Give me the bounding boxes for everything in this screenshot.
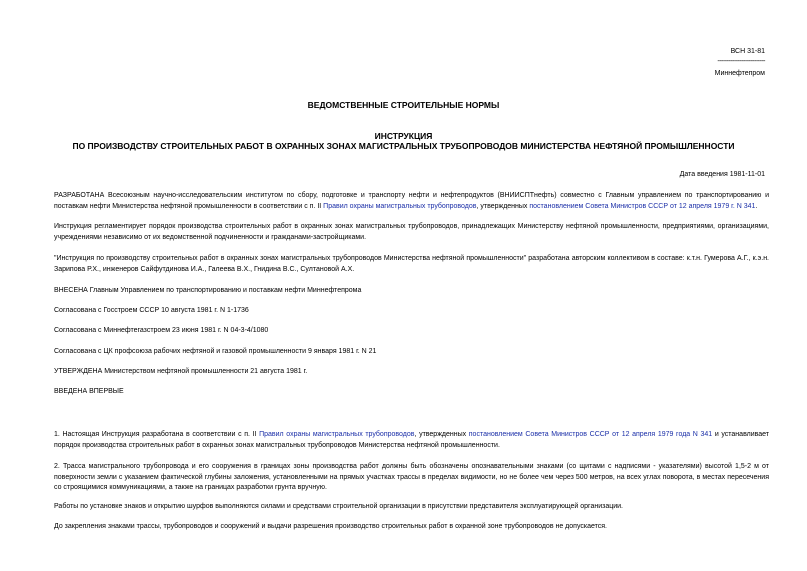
resolution-link[interactable]: постановлением Совета Министров СССР от 12 апреля 1979 г. N 341: [529, 202, 756, 210]
paragraph-3: Работы по установке знаков и открытию шурфов выполняются силами и средствами строительной организации в присутствии представителя эксплуатирующей организации.: [54, 503, 624, 510]
paragraph-4: До закрепления знаками трассы, трубопроводов и сооружений и выдачи разрешения производство строительных работ в охранной зоне трубопроводов не допускается.: [54, 523, 608, 530]
date-introduced: Дата введения 1981-11-01: [679, 171, 765, 178]
paragraph-regulates: Инструкция регламентирует порядок производства строительных работ в охранных зонах магистральных трубопроводов, принадлежащих Министерству нефтяной промышленности, предприятиями, организациями, учреждениями независимо от их ведомственной подчиненности и гражданами-застройщиками.: [54, 223, 769, 241]
paragraph-2: 2. Трасса магистрального трубопровода и его сооружения в границах зоны производства работ должны быть обозначены опознавательными знаками (со щитами с надписями - указателями) высотой 1,5-2 м от поверхности земли с указанием фактической глубины заложения, установленными на прямых участках трассы в пределах видимости, но не более чем через 500 метров, на всех углах поворота, в местах пересечения со строящимися коммуникациями, а также на границах разработки грунта вручную.: [54, 463, 769, 491]
submitted-line: ВНЕСЕНА Главным Управлением по транспортированию и поставкам нефти Миннефтепрома: [54, 287, 362, 294]
instruction-heading: ИНСТРУКЦИЯ: [374, 131, 433, 141]
paragraph-authors: "Инструкция по производству строительных работ в охранных зонах магистральных трубопроводов Министерства нефтяной промышленности" разработана авторским коллективом в составе: к.т.н. Гумерова А.Г., к.э.н. Зарипова Р.Х., инженеров Сайфутдинова И.А., Галеева В.Х., Гнидина В.С., Султановой А.Х.: [54, 255, 769, 273]
rules-link-2[interactable]: Правил охраны магистральных трубопроводов: [259, 431, 415, 438]
ministry-name: Миннефтепром: [714, 70, 765, 77]
document-title: ПО ПРОИЗВОДСТВУ СТРОИТЕЛЬНЫХ РАБОТ В ОХРАННЫХ ЗОНАХ МАГИСТРАЛЬНЫХ ТРУБОПРОВОДОВ МИНИСТЕРСТВА НЕФТЯНОЙ ПРОМЫШЛЕННОСТИ: [72, 141, 735, 151]
paragraph-developed: РАЗРАБОТАНА Всесоюзным научно-исследовательским институтом по сбору, подготовке и транспорту нефти и нефтепродуктов (ВНИИСПТнефть) совместно с Главным управлением по транспортированию и поставкам нефти Министерства нефтяной промышленности в соответствии с п. II Правил охраны магистральных трубопроводов, утвержденных постановлением Совета Министров СССР от 12 апреля 1979 г. N 341.: [54, 192, 769, 210]
first-introduced-line: ВВЕДЕНА ВПЕРВЫЕ: [54, 388, 124, 395]
resolution-link-2[interactable]: постановлением Совета Министров СССР от 12 апреля 1979 года N 341: [468, 431, 713, 438]
norms-heading: ВЕДОМСТВЕННЫЕ СТРОИТЕЛЬНЫЕ НОРМЫ: [307, 100, 500, 110]
paragraph-1: 1. Настоящая Инструкция разработана в соответствии с п. II Правил охраны магистральных трубопроводов, утвержденных постановлением Совета Министров СССР от 12 апреля 1979 года N 341 и устанавливает порядок производства строительных работ в охранных зонах магистральных трубопроводов Министерства нефтяной промышленности.: [54, 431, 770, 449]
agreed-minneftegazstroy-line: Согласована с Миннефтегазстроем 23 июня 1981 г. N 04-3-4/1080: [54, 327, 269, 334]
agreed-gosstroy-line: Согласована с Госстроем СССР 10 августа 1981 г. N 1-1736: [54, 307, 249, 314]
approved-line: УТВЕРЖДЕНА Министерством нефтяной промышленности 21 августа 1981 г.: [54, 368, 308, 375]
document-code: ВСН 31-81: [730, 48, 765, 55]
header-rule: --------------------------: [717, 58, 765, 65]
rules-link[interactable]: Правил охраны магистральных трубопроводов: [323, 202, 477, 210]
agreed-union-line: Согласована с ЦК профсоюза рабочих нефтяной и газовой промышленности 9 января 1981 г. N 21: [54, 348, 377, 355]
